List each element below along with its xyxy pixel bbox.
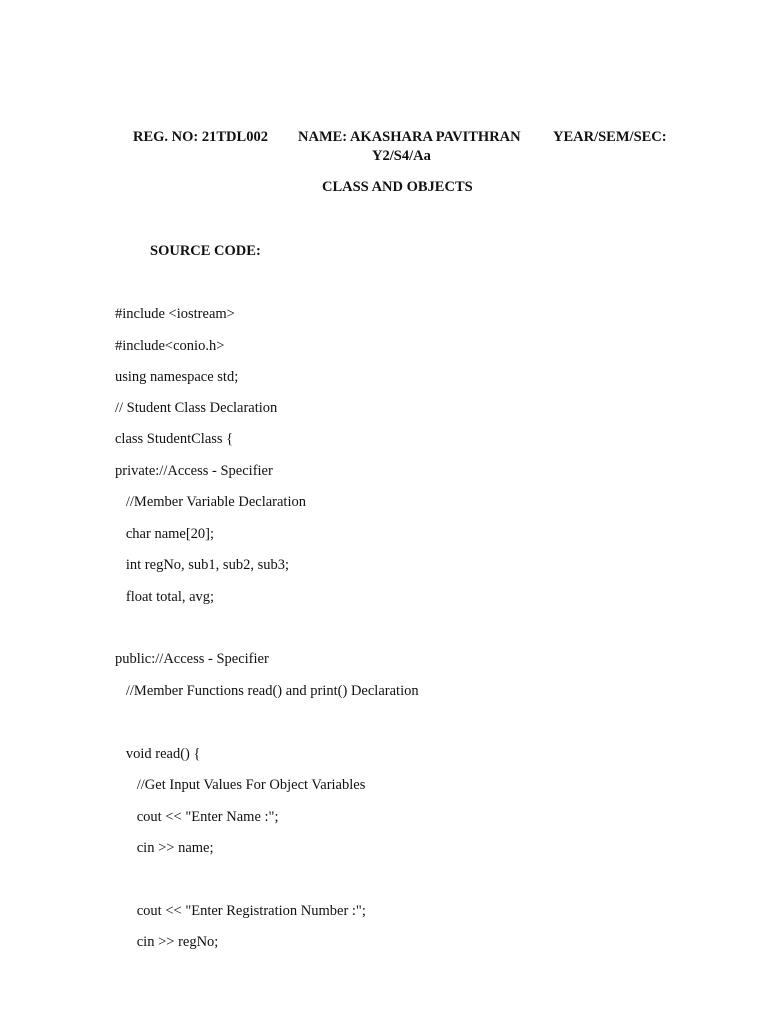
code-line: char name[20]; (115, 526, 215, 542)
code-line: #include<conio.h> (115, 338, 225, 354)
code-line: void read() { (115, 746, 201, 762)
code-line: private://Access - Specifier (115, 463, 273, 479)
code-line: cout << "Enter Name :"; (115, 809, 279, 825)
code-line: //Get Input Values For Object Variables (115, 777, 366, 793)
code-line: //Member Variable Declaration (115, 494, 306, 510)
code-line: //Member Functions read() and print() Declaration (115, 683, 419, 699)
year-sem-sec-label: YEAR/SEM/SEC: (553, 129, 667, 145)
code-line: float total, avg; (115, 589, 215, 605)
student-name: NAME: AKASHARA PAVITHRAN (298, 129, 521, 145)
document-title: CLASS AND OBJECTS (322, 179, 473, 195)
year-sem-sec-value: Y2/S4/Aa (372, 148, 431, 164)
reg-no: REG. NO: 21TDL002 (133, 129, 268, 145)
code-line: cin >> regNo; (115, 934, 219, 950)
code-line: cin >> name; (115, 840, 214, 856)
code-line: cout << "Enter Registration Number :"; (115, 903, 366, 919)
section-heading: SOURCE CODE: (150, 243, 261, 259)
code-line: int regNo, sub1, sub2, sub3; (115, 557, 289, 573)
code-line: class StudentClass { (115, 431, 234, 447)
code-line: public://Access - Specifier (115, 651, 269, 667)
code-line: // Student Class Declaration (115, 400, 278, 416)
code-line: using namespace std; (115, 369, 239, 385)
code-line: #include <iostream> (115, 306, 235, 322)
